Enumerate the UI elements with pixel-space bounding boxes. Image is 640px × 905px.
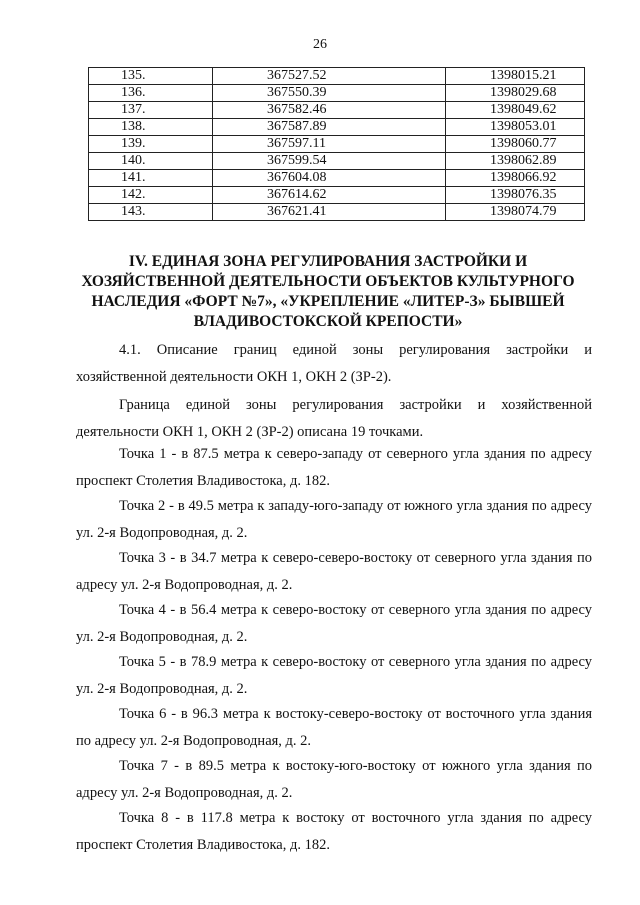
point-number: 135. xyxy=(89,68,213,85)
coord-x: 367614.62 xyxy=(213,187,446,204)
point-number: 139. xyxy=(89,136,213,153)
paragraph-point-7: Точка 7 - в 89.5 метра к востоку-юго-востоку от южного угла здания по адресу ул. 2-я Водопроводная, д. 2. xyxy=(76,758,592,801)
point-number: 141. xyxy=(89,170,213,187)
table-row xyxy=(89,136,585,153)
table-row xyxy=(89,170,585,187)
table-row xyxy=(89,153,585,170)
table-row xyxy=(89,68,585,85)
section-heading-line: ВЛАДИВОСТОКСКОЙ КРЕПОСТИ» xyxy=(193,313,463,330)
coord-x: 367597.11 xyxy=(213,136,446,153)
coord-x: 367587.89 xyxy=(213,119,446,136)
coord-x: 367550.39 xyxy=(213,85,446,102)
coordinates-table xyxy=(88,67,585,221)
section-heading-line: НАСЛЕДИЯ «ФОРТ №7», «УКРЕПЛЕНИЕ «ЛИТЕР-З» БЫВШЕЙ xyxy=(91,293,565,310)
page-number: 26 xyxy=(313,37,327,52)
coord-y: 1398076.35 xyxy=(446,187,585,204)
coord-y: 1398029.68 xyxy=(446,85,585,102)
coord-y: 1398060.77 xyxy=(446,136,585,153)
point-number: 142. xyxy=(89,187,213,204)
coord-x: 367599.54 xyxy=(213,153,446,170)
coord-y: 1398062.89 xyxy=(446,153,585,170)
paragraph-point-8: Точка 8 - в 117.8 метра к востоку от восточного угла здания по адресу проспект Столетия Владивостока, д. 182. xyxy=(76,810,592,853)
paragraph-point-1: Точка 1 - в 87.5 метра к северо-западу от северного угла здания по адресу проспект Столетия Владивостока, д. 182. xyxy=(76,446,592,489)
paragraph-point-2: Точка 2 - в 49.5 метра к западу-юго-западу от южного угла здания по адресу ул. 2-я Водопроводная, д. 2. xyxy=(76,498,592,541)
table-row xyxy=(89,85,585,102)
paragraph-boundary-intro: Граница единой зоны регулирования застройки и хозяйственной деятельности ОКН 1, ОКН 2 (ЗР-2) описана 19 точками. xyxy=(76,397,592,440)
point-number: 143. xyxy=(89,204,213,221)
paragraph-point-6: Точка 6 - в 96.3 метра к востоку-северо-востоку от восточного угла здания по адресу ул. 2-я Водопроводная, д. 2. xyxy=(76,706,592,749)
point-number: 140. xyxy=(89,153,213,170)
section-heading-line: ХОЗЯЙСТВЕННОЙ ДЕЯТЕЛЬНОСТИ ОБЪЕКТОВ КУЛЬТУРНОГО xyxy=(81,273,575,290)
point-number: 138. xyxy=(89,119,213,136)
paragraph-point-4: Точка 4 - в 56.4 метра к северо-востоку от северного угла здания по адресу ул. 2-я Водопроводная, д. 2. xyxy=(76,602,592,645)
section-heading-line: IV. ЕДИНАЯ ЗОНА РЕГУЛИРОВАНИЯ ЗАСТРОЙКИ И xyxy=(128,253,528,270)
coord-x: 367621.41 xyxy=(213,204,446,221)
paragraph-point-3: Точка 3 - в 34.7 метра к северо-северо-востоку от северного угла здания по адресу ул. 2-я Водопроводная, д. 2. xyxy=(76,550,592,593)
point-number: 136. xyxy=(89,85,213,102)
coord-y: 1398015.21 xyxy=(446,68,585,85)
coord-y: 1398066.92 xyxy=(446,170,585,187)
coord-y: 1398074.79 xyxy=(446,204,585,221)
paragraph-point-5: Точка 5 - в 78.9 метра к северо-востоку от северного угла здания по адресу ул. 2-я Водопроводная, д. 2. xyxy=(76,654,592,697)
table-row xyxy=(89,204,585,221)
section-heading xyxy=(70,252,586,332)
table-row xyxy=(89,102,585,119)
coord-x: 367527.52 xyxy=(213,68,446,85)
table-row xyxy=(89,119,585,136)
point-number: 137. xyxy=(89,102,213,119)
paragraph-description: 4.1. Описание границ единой зоны регулирования застройки и хозяйственной деятельности ОКН 1, ОКН 2 (ЗР-2). xyxy=(76,342,592,385)
coord-y: 1398049.62 xyxy=(446,102,585,119)
table-row xyxy=(89,187,585,204)
coord-x: 367604.08 xyxy=(213,170,446,187)
coord-x: 367582.46 xyxy=(213,102,446,119)
coord-y: 1398053.01 xyxy=(446,119,585,136)
